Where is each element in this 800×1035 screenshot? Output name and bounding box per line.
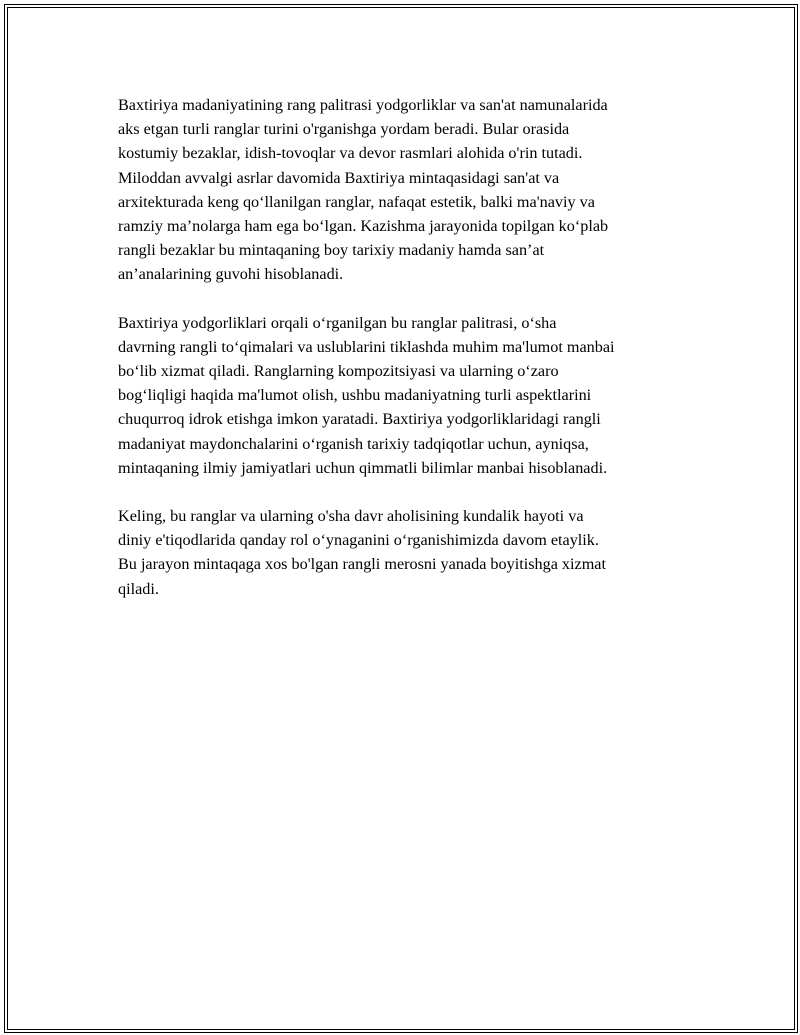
text-line: ramziy maʼnolarga ham ega boʻlgan. Kazishma jarayonida topilgan koʻplab	[118, 217, 609, 236]
text-line: anʼanalarining guvohi hisoblanadi.	[118, 265, 344, 284]
text-line: Baxtiriya yodgorliklari orqali oʻrganilgan bu ranglar palitrasi, oʻsha	[118, 313, 557, 332]
text-line: chuqurroq idrok etishga imkon yaratadi. Baxtiriya yodgorliklaridagi rangli	[118, 410, 601, 429]
text-line: madaniyat maydonchalarini oʻrganish tarixiy tadqiqotlar uchun, ayniqsa,	[118, 434, 589, 453]
text-line: Keling, bu ranglar va ularning o'sha davr aholisining kundalik hayoti va	[118, 507, 584, 526]
text-line: Bu jarayon mintaqaga xos bo'lgan rangli merosni yanada boyitishga xizmat	[118, 555, 606, 574]
text-line: boʻlib xizmat qiladi. Ranglarning kompozitsiyasi va ularning oʻzaro	[118, 362, 559, 381]
text-line: mintaqaning ilmiy jamiyatlari uchun qimmatli bilimlar manbai hisoblanadi.	[118, 458, 608, 477]
text-line: aks etgan turli ranglar turini o'rganishga yordam beradi. Bular orasida	[118, 120, 570, 139]
paragraph-1	[118, 93, 688, 287]
text-line: Miloddan avvalgi asrlar davomida Baxtiriya mintaqasidagi san'at va	[118, 168, 560, 187]
text-line: rangli bezaklar bu mintaqaning boy tarixiy madaniy hamda sanʼat	[118, 241, 545, 260]
text-line: davrning rangli toʻqimalari va uslublarini tiklashda muhim ma'lumot manbai	[118, 337, 615, 356]
paragraph-2	[118, 311, 688, 480]
text-line: arxitekturada keng qoʻllanilgan ranglar, nafaqat estetik, balki ma'naviy va	[118, 192, 595, 211]
text-line: qiladi.	[118, 579, 159, 598]
text-line: Baxtiriya madaniyatining rang palitrasi yodgorliklar va san'at namunalarida	[118, 96, 608, 114]
text-line: bogʻliqligi haqida ma'lumot olish, ushbu madaniyatning turli aspektlarini	[118, 386, 592, 405]
text-line: diniy e'tiqodlarida qanday rol oʻynaganini oʻrganishimizda davom etaylik.	[118, 531, 599, 550]
text-line: kostumiy bezaklar, idish-tovoqlar va devor rasmlari alohida o'rin tutadi.	[118, 144, 583, 163]
paragraph-3	[118, 504, 688, 601]
document-body	[118, 93, 688, 625]
